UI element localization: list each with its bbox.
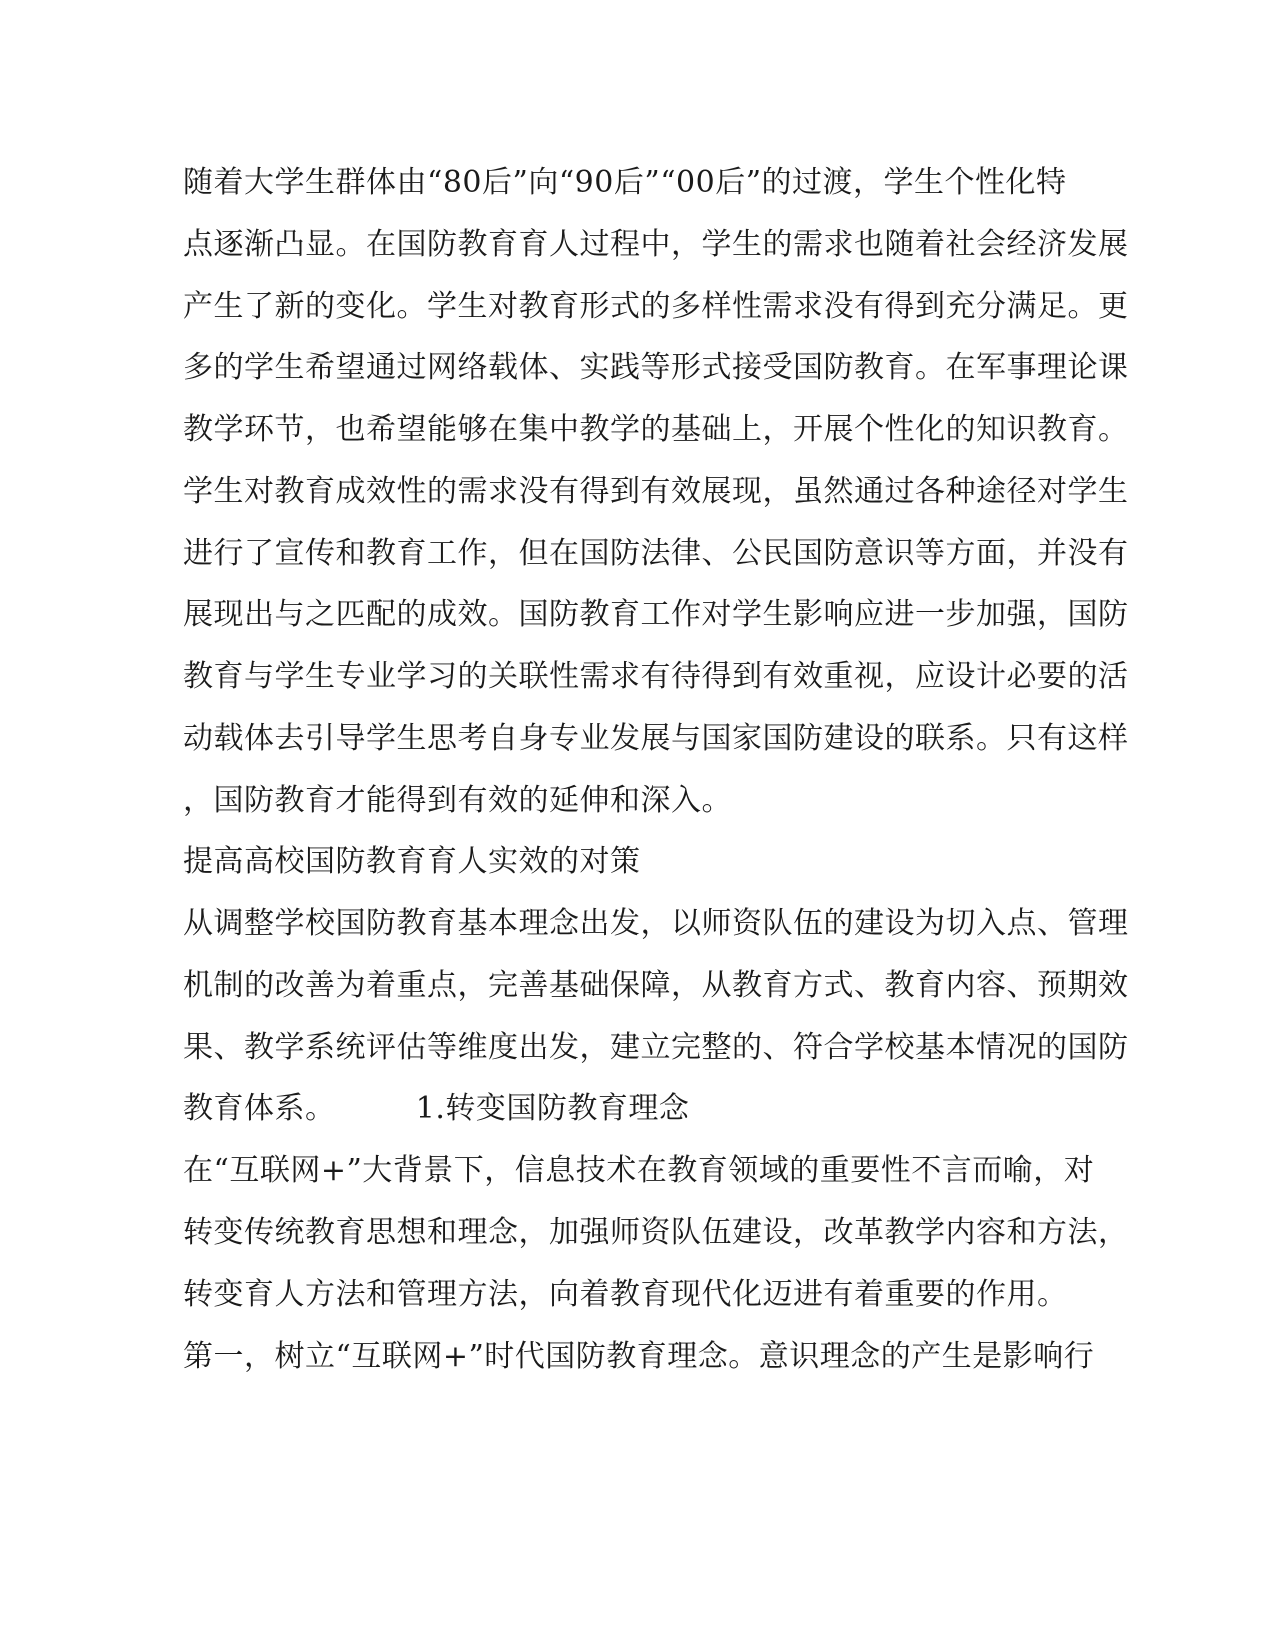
text-line-13: 从调整学校国防教育基本理念出发，以师资队伍的建设为切入点、管理 bbox=[183, 906, 1129, 941]
text-line-17: 在“互联网+”大背景下，信息技术在教育领域的重要性不言而喻，对 bbox=[183, 1153, 1095, 1188]
text-line-10: 动载体去引导学生思考自身专业发展与国家国防建设的联系。只有这样 bbox=[183, 721, 1129, 756]
text-line-20: 第一，树立“互联网+”时代国防教育理念。意识理念的产生是影响行 bbox=[183, 1339, 1095, 1374]
text-line-14: 机制的改善为着重点，完善基础保障，从教育方式、教育内容、预期效 bbox=[183, 968, 1129, 1003]
text-line-11: ，国防教育才能得到有效的延伸和深入。 bbox=[183, 783, 732, 818]
text-line-2: 点逐渐凸显。在国防教育育人过程中，学生的需求也随着社会经济发展 bbox=[183, 227, 1129, 262]
text-line-8: 展现出与之匹配的成效。国防教育工作对学生影响应进一步加强，国防 bbox=[183, 597, 1129, 632]
text-line-5: 教学环节，也希望能够在集中教学的基础上，开展个性化的知识教育。 bbox=[183, 412, 1129, 447]
text-line-16: 教育体系。 1.转变国防教育理念 bbox=[183, 1091, 690, 1126]
text-line-19: 转变育人方法和管理方法，向着教育现代化迈进有着重要的作用。 bbox=[183, 1277, 1068, 1312]
text-line-1: 随着大学生群体由“80后”向“90后”“00后”的过渡，学生个性化特 bbox=[183, 165, 1067, 200]
text-line-18: 转变传统教育思想和理念，加强师资队伍建设，改革教学内容和方法， bbox=[183, 1215, 1129, 1250]
text-line-9: 教育与学生专业学习的关联性需求有待得到有效重视，应设计必要的活 bbox=[183, 659, 1129, 694]
text-line-3: 产生了新的变化。学生对教育形式的多样性需求没有得到充分满足。更 bbox=[183, 289, 1129, 324]
text-line-6: 学生对教育成效性的需求没有得到有效展现，虽然通过各种途径对学生 bbox=[183, 474, 1129, 509]
section-heading: 提高高校国防教育育人实效的对策 bbox=[183, 844, 641, 879]
text-line-4: 多的学生希望通过网络载体、实践等形式接受国防教育。在军事理论课 bbox=[183, 350, 1129, 385]
text-line-7: 进行了宣传和教育工作，但在国防法律、公民国防意识等方面，并没有 bbox=[183, 536, 1129, 571]
text-line-15: 果、教学系统评估等维度出发，建立完整的、符合学校基本情况的国防 bbox=[183, 1030, 1129, 1065]
